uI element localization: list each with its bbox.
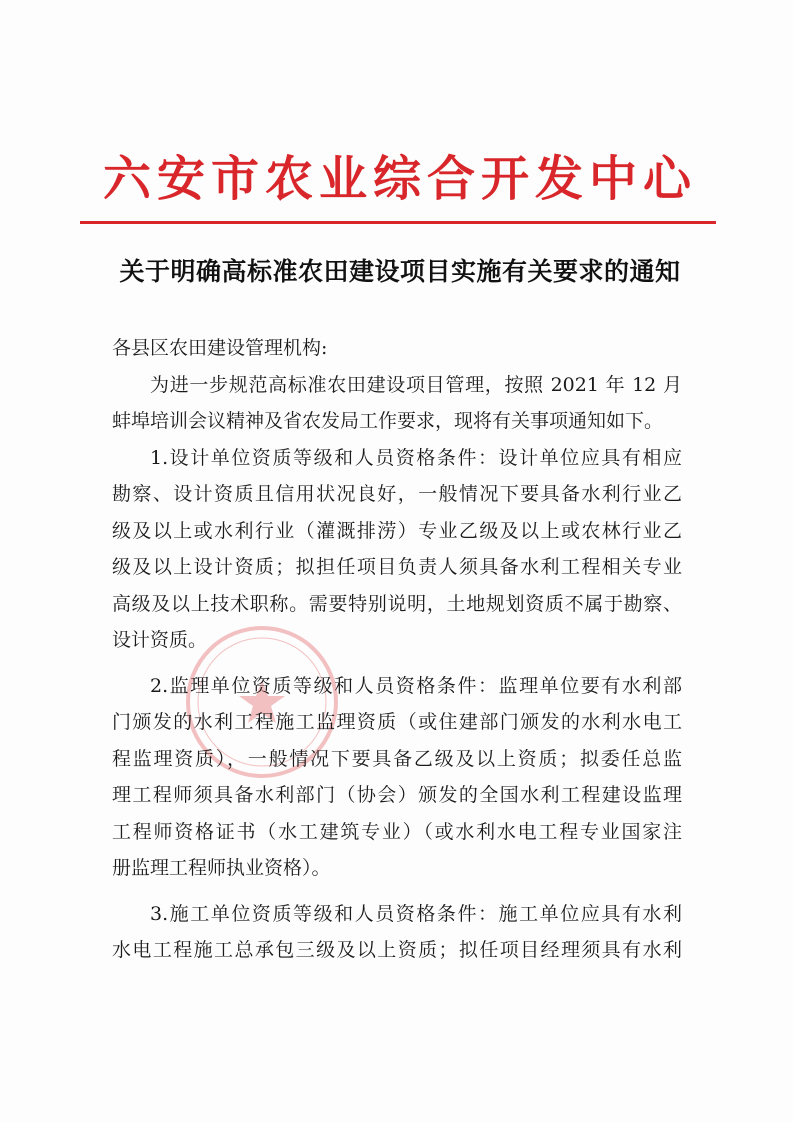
paragraph-line: 工程师资格证书（水工建筑专业）（或水利水电工程专业国家注 <box>112 820 682 843</box>
paragraph-line: 程监理资质），一般情况下要具备乙级及以上资质；拟委任总监 <box>112 747 682 770</box>
paragraph-line: 1.设计单位资质等级和人员资格条件：设计单位应具有相应 <box>150 446 682 469</box>
paragraph-line: 蚌埠培训会议精神及省农发局工作要求，现将有关事项通知如下。 <box>112 410 664 432</box>
paragraph-line: 级及以上设计资质；拟担任项目负责人须具备水利工程相关专业 <box>112 556 682 578</box>
org-letterhead-title: 六安市农业综合开发中心 <box>102 151 697 207</box>
paragraph-line: 水电工程施工总承包三级及以上资质；拟任项目经理须具有水利 <box>112 939 682 961</box>
salutation-line: 各县区农田建设管理机构: <box>112 337 328 359</box>
paragraph-line: 3.施工单位资质等级和人员资格条件：施工单位应具有水利 <box>150 902 682 925</box>
paragraph-line: 高级及以上技术职称。需要特别说明，土地规划资质不属于勘察、 <box>112 592 682 615</box>
paragraph-line: 为进一步规范高标准农田建设项目管理，按照 2021 年 12 月 <box>150 373 682 396</box>
paragraph-line: 级及以上或水利行业（灌溉排涝）专业乙级及以上或农林行业乙 <box>112 519 682 542</box>
paragraph-line: 册监理工程师执业资格）。 <box>112 857 331 879</box>
paragraph-line: 勘察、设计资质且信用状况良好，一般情况下要具备水利行业乙 <box>112 483 682 505</box>
notice-title: 关于明确高标准农田建设项目实施有关要求的通知 <box>119 257 681 286</box>
notice-body <box>112 330 682 969</box>
paragraph-line: 设计资质。 <box>112 629 208 651</box>
paragraph-line: 2.监理单位资质等级和人员资格条件：监理单位要有水利部 <box>150 674 682 697</box>
paragraph-line: 理工程师须具备水利部门（协会）颁发的全国水利工程建设监理 <box>112 784 682 806</box>
paragraph-line: 门颁发的水利工程施工监理资质（或住建部门颁发的水利水电工 <box>112 711 682 733</box>
letterhead-red-rule <box>80 221 716 224</box>
